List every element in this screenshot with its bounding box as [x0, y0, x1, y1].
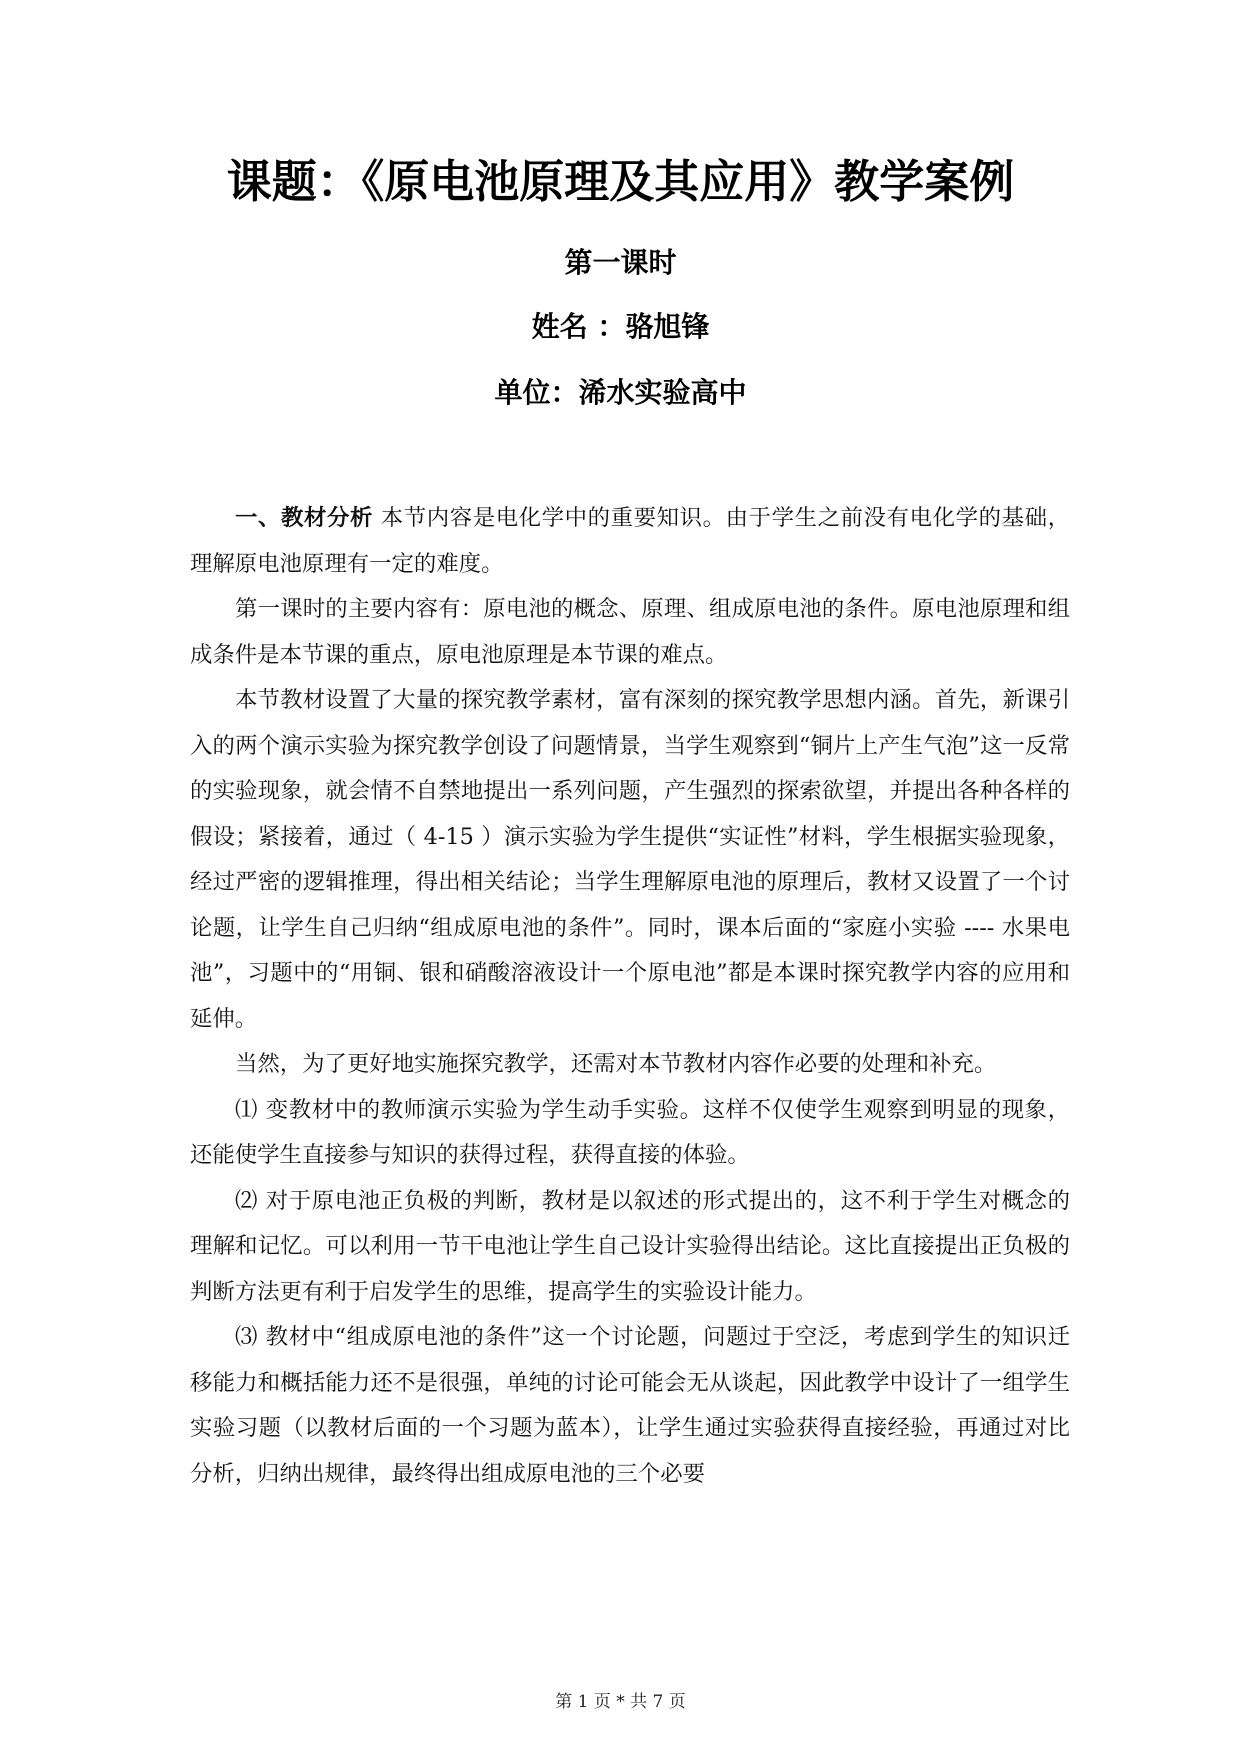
paragraph-3: 当然，为了更好地实施探究教学，还需对本节教材内容作必要的处理和补充。 [235, 1051, 997, 1077]
author-line: 姓名 ：骆旭锋 [531, 310, 710, 343]
lesson-subtitle: 第一课时 [564, 246, 677, 279]
section-intro-paragraph [190, 496, 1070, 587]
paragraph-5: ⑵ 对于原电池正负极的判断，教材是以叙述的形式提出的，这不利于学生对概念的理解和记忆。可以利用一节干电池让学生自己设计实验得出结论。这比直接提出正负极的判断方法更有利于启发学生的思维，提高学生的实验设计能力。 [190, 1187, 1070, 1305]
document-title: 课题：《原电池原理及其应用》教学案例 [226, 155, 1015, 208]
unit-line: 单位：浠水实验高中 [494, 376, 747, 409]
section-heading: 一、教材分析 [235, 505, 373, 531]
document-body [190, 496, 1070, 1497]
paragraph-4: ⑴ 变教材中的教师演示实验为学生动手实验。这样不仅使学生观察到明显的现象，还能使学生直接参与知识的获得过程，获得直接的体验。 [190, 1096, 1070, 1168]
paragraph-2: 本节教材设置了大量的探究教学素材，富有深刻的探究教学思想内涵。首先，新课引入的两个演示实验为探究教学创设了问题情景，当学生观察到“铜片上产生气泡”这一反常的实验现象，就会情不自禁地提出一系列问题，产生强烈的探索欲望，并提出各种各样的假设；紧接着，通过（ 4-15 ）演示实验为学生提供“实证性”材料，学生根据实验现象，经过严密的逻辑推理，得出相关结论；当学生理解原电池的原理后，教材又设置了一个讨论题，让学生自己归纳“组成原电池的条件”。同时，课本后面的“家庭小实验 ---- 水果电池”，习题中的“用铜、银和硝酸溶液设计一个原电池”都是本课时探究教学内容的应用和延伸。 [190, 687, 1070, 1032]
paragraph-6: ⑶ 教材中“组成原电池的条件”这一个讨论题，问题过于空泛，考虑到学生的知识迁移能力和概括能力还不是很强，单纯的讨论可能会无从谈起，因此教学中设计了一组学生实验习题（以教材后面的一个习题为蓝本），让学生通过实验获得直接经验，再通过对比分析，归纳出规律，最终得出组成原电池的三个必要 [190, 1324, 1070, 1487]
page-footer: 第 1 页 * 共 7 页 [555, 1692, 686, 1712]
paragraph-1: 第一课时的主要内容有：原电池的概念、原理、组成原电池的条件。原电池原理和组成条件是本节课的重点，原电池原理是本节课的难点。 [190, 596, 1070, 668]
section-intro-text: 本节内容是电化学中的重要知识。由于学生之前没有电化学的基础，理解原电池原理有一定的难度。 [190, 505, 1070, 577]
